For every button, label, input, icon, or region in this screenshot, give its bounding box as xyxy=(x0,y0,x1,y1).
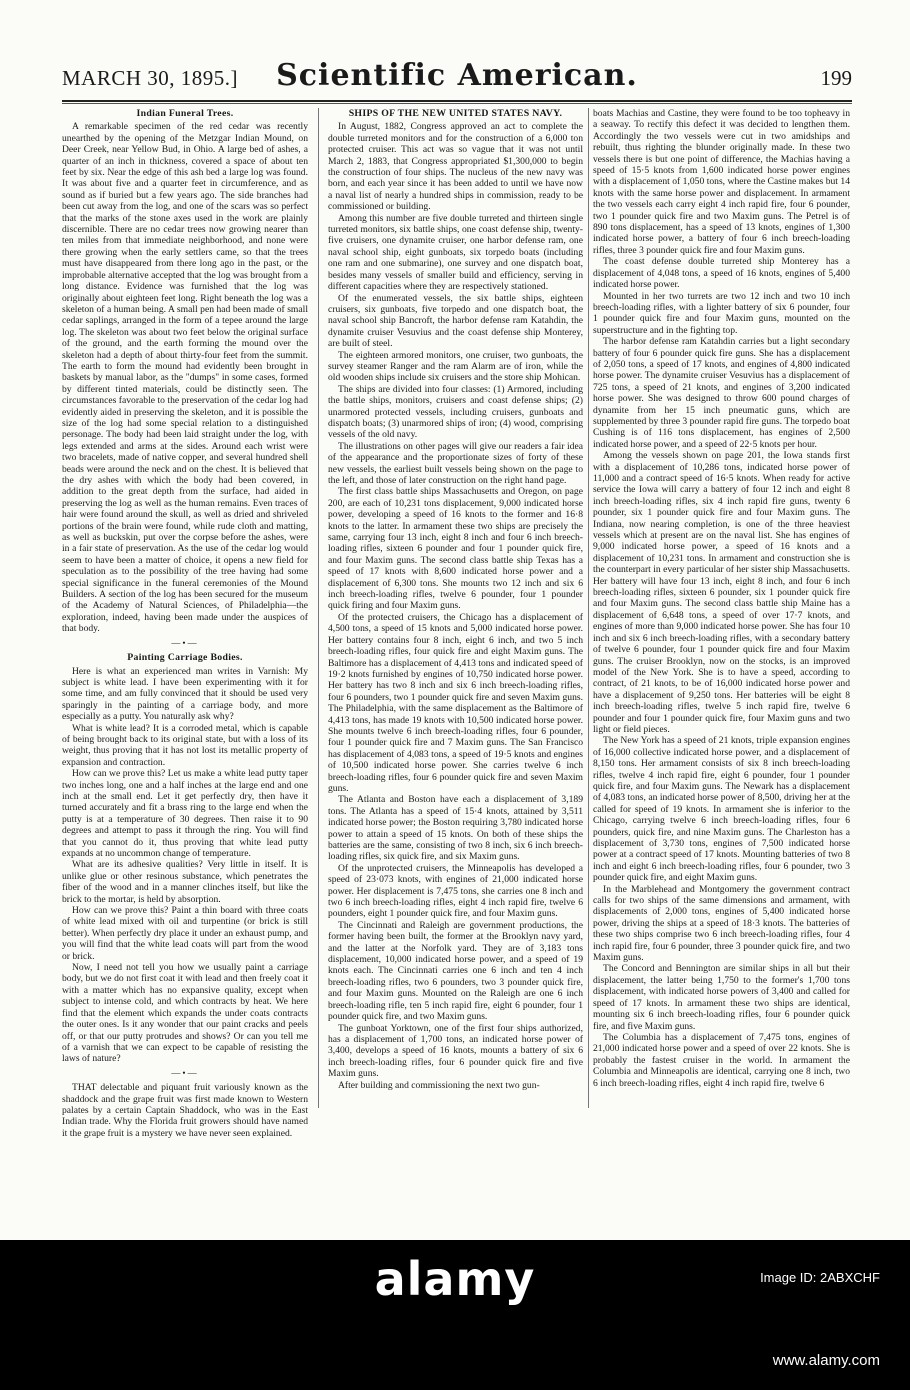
paragraph: The Atlanta and Boston have each a displacement of 3,189 tons. The Atlanta has a speed of 15·4 knots, attained by 3,511 indicated horse power; the Boston requiring 3,780 indicated horse power to attain a speed of 15 knots. On both of these ships the batteries are the same, consisting of two 8 inch, six 6 inch breech-loading rifles, six quick fire, and six Maxim guns. xyxy=(328,794,583,863)
header-rule-thin xyxy=(62,103,852,104)
paragraph: Of the unprotected cruisers, the Minneapolis has developed a speed of 23·073 knots, with engines of 21,000 indicated horse power. Her displacement is 7,475 tons, she carries one 8 inch and two 6 inch breech-loading rifles, eight 4 inch rapid fire, twelve 6 pounders, eight 1 pounder quick fire, and four Maxim guns. xyxy=(328,862,583,920)
column-divider xyxy=(318,108,319,1108)
paragraph: Among this number are five double turreted and thirteen single turreted monitors, six battle ships, one coast defense ship, twenty-five cruisers, one dynamite cruiser, one harbor defense ram, one naval school ship, eight gunboats, six torpedo boats (including one ram and one submarine), one survey and one dispatch boat, besides many vessels of smaller build and efficiency, serving in different capacities where they are respectively stationed. xyxy=(328,212,583,293)
issue-date: MARCH 30, 1895.] xyxy=(62,66,239,90)
paragraph: In the Marblehead and Montgomery the government contract calls for two ships of the same dimensions and armament, with displacements of 2,000 tons, engines of 5,400 indicated horse power, driving the ships at a speed of 18·3 knots. The batteries of these two ships comprise two 6 inch breech-loading rifles, four 4 inch rapid fire, four 6 pounder, three 3 pounder quick fire, and two Maxim guns. xyxy=(593,883,850,964)
paragraph: What is white lead? It is a corroded metal, which is capable of being brought back to its original state, but with a loss of its weight, thus proving that it has not lost its metallic property of expansion and contraction. xyxy=(62,722,308,768)
column-3 xyxy=(593,108,850,1108)
paragraph: The Columbia has a displacement of 7,475 tons, engines of 21,000 indicated horse power and a speed of over 22 knots. She is probably the fastest cruiser in the world. In armament the Columbia and Minneapolis are identical, carrying one 8 inch, two 6 inch breech-loading rifles, eight 4 inch rapid fire, twelve 6 xyxy=(593,1031,850,1089)
paragraph: Among the vessels shown on page 201, the Iowa stands first with a displacement of 10,286 tons, indicated horse power of 11,000 and a contract speed of 16·5 knots. When ready for active service the Iowa will carry a battery of four 12 inch and eight 8 inch breech-loading rifles, six 4 inch rapid fire guns, twenty 6 pounder, six 1 pounder quick fire and four Maxim guns. The Indiana, now nearing completion, is one of the three heaviest vessels which at present are on the naval list. She has engines of 9,000 indicated horse power, a speed of 16 knots and a displacement of 10,231 tons. In armament and construction she is the counterpart in every particular of her sister ship Massachusetts. Her battery will have four 13 inch, eight 8 inch, and four 6 inch breech-loading rifles, sixteen 6 pounder, six 1 pounder quick fire and four Maxim guns. The second class battle ship Maine has a displacement of 6,648 tons, a speed of over 17·7 knots, and engines of more than 9,000 indicated horse power. She has four 10 inch and six 6 inch breech-loading rifles, with a secondary battery of twelve 6 pounder, four 1 pounder quick fire and four Maxim guns. The cruiser Brooklyn, now on the stocks, is an improved model of the New York. She is to have a speed, according to contract, of 21 knots, to be of 16,000 indicated horse power and have a displacement of 9,250 tons. Her batteries will be eight 8 inch breech-loading rifles, twelve 5 inch rapid fire, twelve 6 pounder and four 1 pounder quick fire, four Maxim guns and two light or field pieces. xyxy=(593,450,850,735)
page-header xyxy=(62,56,852,102)
image-id-label: Image ID: 2ABXCHF xyxy=(760,1270,880,1285)
page-number: 199 xyxy=(820,66,852,90)
column-1 xyxy=(62,108,308,1139)
paragraph: THAT delectable and piquant fruit variously known as the shaddock and the grape fruit was first made known to Western palates by a certain Captain Shaddock, who was in the East Indian trade. Why the Florida fruit growers should have named it the grape fruit is a mystery we have never seen explained. xyxy=(62,1082,308,1139)
section-divider-ornament: —•— xyxy=(171,637,199,648)
article-heading-painting-carriage-bodies: Painting Carriage Bodies. xyxy=(127,652,243,664)
paragraph: The gunboat Yorktown, one of the first four ships authorized, has a displacement of 1,700 tons, an indicated horse power of 3,400, develops a speed of 16 knots, mounts a battery of six 6 inch breech-loading rifles, four 6 pounder quick fire and five Maxim guns. xyxy=(328,1022,583,1080)
column-divider xyxy=(588,108,589,1108)
paragraph: How can we prove this? Paint a thin board with three coats of white lead mixed with oil and turpentine (or brick is still better). When perfectly dry place it under an exhaust pump, and you will find that the white lead coats will part from the wood or brick. xyxy=(62,905,308,962)
section-divider-ornament: —•— xyxy=(171,1067,199,1078)
masthead-title: Scientific American. xyxy=(276,58,638,93)
paragraph: The eighteen armored monitors, one cruiser, two gunboats, the survey steamer Ranger and the ram Alarm are of iron, while the old wooden ships include six cruisers and the store ship Mohican. xyxy=(328,349,583,384)
stock-url: www.alamy.com xyxy=(772,1352,880,1369)
article-heading-indian-funeral-trees: Indian Funeral Trees. xyxy=(136,108,234,119)
article-heading-ships-of-navy: SHIPS OF THE NEW UNITED STATES NAVY. xyxy=(348,108,563,119)
paragraph: boats Machias and Castine, they were found to be too topheavy in a seaway. To rectify this defect it was decided to lengthen them. Accordingly the two vessels were cut in two amidships and rebuilt, thus righting the blunder originally made. In these two vessels there is but one point of difference, the Machias having a speed of 15·5 knots from 1,600 indicated horse power engines with a displacement of 1,050 tons, where the Castine makes but 14 knots with the same horse power and displacement. In armament the two vessels each carry eight 4 inch rapid fire, four 6 pounder, two 1 pounder quick fire and two Maxim guns. The Petrel is of 890 tons displacement, has a speed of 13 knots, engines of 1,300 indicated horse power, a battery of four 6 inch breech-loading rifles, three 3 pounder quick fire and four Maxim guns. xyxy=(593,108,850,256)
paragraph: Of the enumerated vessels, the six battle ships, eighteen cruisers, six gunboats, five torpedo and one dispatch boat, the naval school ship Bancroft, the harbor defense ram Katahdin, the dynamite cruiser Vesuvius and the coast defense ship Monterey, are built of steel. xyxy=(328,292,583,350)
paragraph: After building and commissioning the next two gun- xyxy=(338,1079,540,1091)
paragraph: The ships are divided into four classes: (1) Armored, including the battle ships, monitors, cruisers and coast defense ships; (2) unarmored protected vessels, including cruisers, gunboats and dispatch boats; (3) unarmored ships of iron; (4) wood, comprising vessels of the old navy. xyxy=(328,383,583,441)
paragraph: How can we prove this? Let us make a white lead putty taper two inches long, one and a half inches at the large end and one inch at the small end. Let it get perfectly dry, then have it turned accurately and fit a brass ring to the large end when the putty is at a temperature of 30 degrees. Then raise it to 90 degrees and attempt to pass it through the ring. You will find that you cannot do it, thus proving that white lead putty expands at no uncommon change of temperature. xyxy=(62,768,308,859)
paragraph: Here is what an experienced man writes in Varnish: My subject is white lead. I have been experimenting with it for some time, and am fully convinced that it should be used very sparingly in the painting of a carriage body, and more especially as a putty. You naturally ask why? xyxy=(62,665,308,723)
header-rule xyxy=(62,100,852,102)
paragraph: The harbor defense ram Katahdin carries but a light secondary battery of four 6 pounder quick fire guns. She has a displacement of 2,050 tons, a speed of 17 knots, and engines of 4,800 indicated horse power. The dynamite cruiser Vesuvius has a displacement of 725 tons, a speed of 21 knots, and engines of 3,200 indicated horse power. She was designed to throw 600 pound charges of dynamite from her 15 inch pneumatic guns, which are supplemented by three 3 pounder rapid fire guns. The torpedo boat Cushing is of 116 tons displacement, has engines of 2,500 indicated horse power, and a speed of 22·5 knots per hour. xyxy=(593,336,850,450)
paragraph: The illustrations on other pages will give our readers a fair idea of the appearance and the proportionate sizes of forty of these new vessels, the earliest built vessels being shown on the page to the left, and those of later construction on the right hand page. xyxy=(328,440,583,486)
paragraph: The Concord and Bennington are similar ships in all but their displacement, the latter being 1,750 to the former's 1,700 tons displacement, with indicated horse powers of 3,400 and called for speed of 17 knots. In armament these two ships are identical, mounting six 6 inch breech-loading rifles, four 6 pounder quick fire, and five Maxim guns. xyxy=(593,963,850,1032)
paragraph: What are its adhesive qualities? Very little in itself. It is unlike glue or other resinous substance, which penetrates the fiber of the wood and in a manner clinches itself, but like the brick to the mortar, is held by absorption. xyxy=(62,859,308,905)
paragraph: Now, I need not tell you how we usually paint a carriage body, but we do not first coat it with lead and then freely coat it with a matter which has no expansive quality, except when subject to intense cold, and which contracts by heat. We here find that the element which expands the under coats contracts the outer ones. Is it any wonder that our paint cracks and peels off, or that our putty protrudes and shows? Or can you tell me of a varnish that we can expect to be capable of resisting the laws of nature? xyxy=(62,962,308,1065)
paragraph: The coast defense double turreted ship Monterey has a displacement of 4,048 tons, a speed of 16 knots, engines of 5,400 indicated horse power. xyxy=(593,256,850,291)
paragraph: The Cincinnati and Raleigh are government productions, the former having been built, the former at the Brooklyn navy yard, and the latter at the Norfolk yard. They are of 3,183 tons displacement, 10,000 indicated horse power, and a speed of 19 knots each. The Cincinnati carries one 6 inch and ten 4 inch breech-loading rifles, two 6 pounders, two 3 pounder quick fire, and four Maxim guns. Mounted on the Raleigh are one 6 inch breech-loading rifle, ten 5 inch rapid fire, eight 6 pounder, four 1 pounder quick fire, and two Maxim guns. xyxy=(328,919,583,1023)
column-2 xyxy=(328,108,583,1108)
paragraph: In August, 1882, Congress approved an act to complete the double turreted monitors and for the construction of a 6,000 ton protected cruiser. This act was so vague that it was not until March 2, 1883, that Congress appropriated $1,300,000 to begin the construction of four ships. The nucleus of the new navy was born, and each year since it has been added to until we have now a naval list of nearly a hundred ships in commission, ready to be commissioned or building. xyxy=(328,121,583,213)
paragraph: Of the protected cruisers, the Chicago has a displacement of 4,500 tons, a speed of 15 knots and 5,000 indicated horse power. Her battery contains four 8 inch, eight 6 inch, and two 5 inch breech-loading rifles, four quick fire and eight Maxim guns. The Baltimore has a displacement of 4,413 tons and indicated speed of 19·2 knots furnished by engines of 10,750 indicated horse power. Her battery has two 8 inch and six 6 inch breech-loading rifles, four 6 pounders, two 1 pounder quick fire and seven Maxim guns. The Philadelphia, with the same displacement as the Baltimore of 4,413 tons, has made 19 knots with 10,500 indicated horse power. She mounts twelve 6 inch breech-loading rifles, four 6 pounder, four 1 pounder quick fire and 7 Maxim guns. The San Francisco has displacement of 4,083 tons, a speed of 19·5 knots and engines of 10,500 indicated horse power. She carries twelve 6 inch breech-loading rifles, four 6 pounder quick fire and seven Maxim guns. xyxy=(328,611,583,794)
paragraph: The first class battle ships Massachusetts and Oregon, on page 200, are each of 10,231 tons displacement, 9,000 indicated horse power, developing a speed of 16 knots to the former and 16·8 knots to the latter. In armament these two ships are precisely the same, carrying four 13 inch, eight 8 inch and four 6 inch breech-loading rifles, sixteen 6 pounder and four 1 pounder quick fire, and four Maxim guns. The second class battle ship Texas has a speed of 17 knots with 8,600 indicated horse power and a displacement of 6,300 tons. She mounts two 12 inch and six 6 inch breech-loading rifles, twelve 6 pounder, four 1 pounder quick firing and four Maxim guns. xyxy=(328,486,583,612)
paragraph: A remarkable specimen of the red cedar was recently unearthed by the opening of the Metzgar Indian Mound, on Deer Creek, near Yellow Bud, in Ohio. A large bed of ashes, a quarter of an inch in thickness, covered a space of about ten feet by six. Near the edge of this ash bed a large log was found. It was about five and a quarter feet in circumference, and as sound as if buried but a few years ago. The side branches had been cut away from the log, and one of the scars was so perfect that the marks of the stone axes used in the work are plainly discernible. There are no cedar trees now growing nearer than ten miles from that immediate neighborhood, and none were there growing when the early settlers came, so that the trees must have disappeared from there long ago in the past, or the improbable alternative accepted that the log was brought from a long distance. Evidence was furnished that the log was originally about eighteen feet long. Right beneath the log was a skeleton of a human being. A small pen had been made of small cedar saplings, arranged in the form of a tepee around the large log. The skeleton was about two feet below the original surface of the ground, and the earth forming the mound over the skeleton had a depth of about thirty-four feet from the summit. The earth to form the mound had evidently been brought in baskets by manual labor, as the "dumps" in some cases, formed by different tinted materials, could be distinctly seen. The circumstances favorable to the preservation of the cedar log had evidently aided in preserving the skeleton, and it is possible the size of the log had some special relation to a distinguished personage. The body had been laid straight under the log, with legs extended and arms at the sides. Around each wrist were two bracelets, made of native copper, and several hundred shell beads were around the neck and on the chest. It is believed that the dry ashes with which the body had been covered, in addition to the great depth from the surface, had aided in preserving the log as well as the human remains. Even traces of hair were found around the skull, as well as dried and shriveled portions of the brain were found, while rude cloth and matting, as well as buckskin, put over the corpse before the ashes, were in a fair state of preservation. As the use of the cedar log would seem to have been a matter of choice, it opens a new field for speculation as to the possibility of the tree having had some special significance in the funeral ceremonies of the Mound Builders. A section of the log has been secured for the museum of the Academy of Natural Sciences, of Philadelphia—the exploration, indeed, having been made under the auspices of that body. xyxy=(62,121,308,635)
paragraph: Mounted in her two turrets are two 12 inch and two 10 inch breech-loading rifles, with a lighter battery of six 6 pounder, four 1 pounder quick fire and four Maxim guns, mounted on the superstructure and in the fighting top. xyxy=(593,290,850,336)
paragraph: The New York has a speed of 21 knots, triple expansion engines of 16,000 collective indicated horse power, and a displacement of 8,150 tons. Her armament consists of six 8 inch breech-loading rifles, twelve 4 inch rapid fire, eight 6 pounder, four 1 pounder quick fire, and four Maxim guns. The Newark has a displacement of 4,083 tons, an indicated horse power of 8,500, driving her at the called for speed of 19 knots. In armament she is inferior to the Chicago, carrying twelve 6 inch breech-loading rifles, four 6 pounders, quick fire, and nine Maxim guns. The Charleston has a displacement of 3,730 tons, engines of 7,500 indicated horse power at a contract speed of 17 knots. Mounting batteries of two 8 inch and eight 6 inch breech-loading rifles, four 6 pounder, two 3 pounder quick fire, and eight Maxim guns. xyxy=(593,735,850,884)
alamy-logo: alamy xyxy=(374,1252,536,1306)
